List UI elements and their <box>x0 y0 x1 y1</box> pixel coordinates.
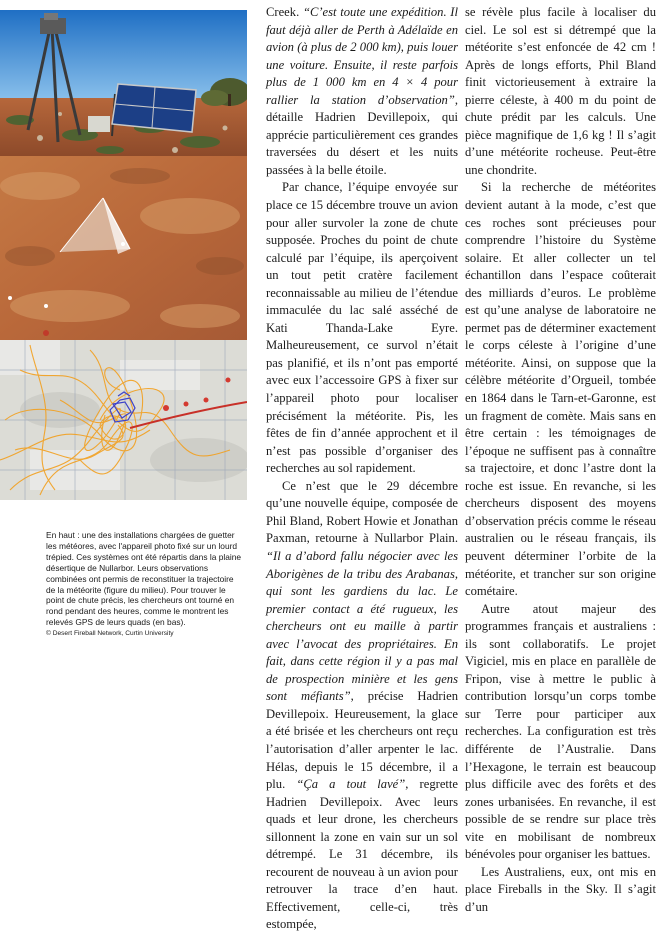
article-paragraph <box>465 179 656 600</box>
photo-caption <box>46 530 244 640</box>
article-column-middle <box>266 4 458 934</box>
article-paragraph <box>465 864 656 917</box>
paragraph-text: Creek. <box>266 5 303 19</box>
paragraph-text: Par chance, l’équipe envoyée sur place ce 15 décembre trouve un avion pour aller survoler la zone de chute supposée. Proches du point de chute calculé par l’équipe, ils aperçoivent un tout petit cratère facilement reconnaissable au milieu de l’étendue immaculée du lac salé asséché de Kati Thanda-Lake Eyre. Malheureusement, ce survol n’était pas planifié, et ils n’ont pas emporté avec eux l’accessoire GPS à fixer sur l’appareil photo pour localiser précisément la météorite. Pis, les fêtes de fin d’année approchent et il n’est pas possible d’organiser des recherches au sol rapidement. <box>266 180 458 476</box>
paragraph-text: , détaille Hadrien Devillepoix, qui apprécie particulièrement ces grandes traversées du désert et les nuits passées à la belle étoile. <box>266 92 458 177</box>
photo-stack <box>0 10 247 500</box>
paragraph-text: , précise Hadrien Devillepoix. Heureusement, la glace a été brisée et les chercheurs ont reçu l’autorisation d’aller arpenter le lac. Hélas, depuis le 15 décembre, il a plu. <box>266 689 458 792</box>
photo-credit: © Desert Fireball Network, Curtin University <box>46 630 174 638</box>
caption-text: En haut : une des installations chargées de guetter les météores, avec l'appareil photo fixé sur un lourd trépied. Ces systèmes ont été répartis dans la plaine désertique de Nullarbor. Leurs observations combinées ont permis de reconstituer la trajectoire de la météorite (figure du milieu). Pour trouver le point de chute précis, les chercheurs ont tourné en rond pendant des heures, comme le montrent les relevés GPS de leurs quads (en bas). <box>46 530 242 628</box>
article-paragraph <box>266 179 458 477</box>
quote-text: “Ça a tout lavé” <box>296 777 406 792</box>
paragraph-text: Autre atout majeur des programmes français et australiens : ils sont collaboratifs. Le projet Vigiciel, mis en place en parallèle de Fripon, vise à mettre le public à contribution lorsqu’un corps tombe sur Terre pour participer aux recherches. La configuration est très différente de l’Australie. Dans l’Hexagone, le terrain est beaucoup plus difficile avec des forêts et des zones urbanisées. En revanche, il est possible de se rendre sur place très vite en mobilisant de nombreux bénévoles pour organiser les battues. <box>465 601 656 862</box>
paragraph-text: Ce n’est que le 29 décembre qu’une nouvelle équipe, composée de Phil Bland, Robert Howie et Jonathan Paxman, retourne à Nullarbor Plain. <box>266 478 458 546</box>
trajectory-aerial-map <box>0 156 247 340</box>
paragraph-text: Les Australiens, eux, ont mis en place Fireballs in the Sky. Il s’agit d’un <box>465 864 656 914</box>
article-paragraph <box>266 478 458 934</box>
paragraph-text: Si la recherche de météorites devient autant à la mode, c’est que ces roches sont précieuses pour comprendre l’histoire du Système solaire. Et aller collecter un tel échantillon dans l’espace coûterait des milliards d’euros. Le problème est qu’une analyse de laboratoire ne permet pas de déterminer exactement le corps céleste à l’origine d’une météorite. Ainsi, on suppose que la célèbre météorite d’Orgueil, tombée en 1864 dans le Tarn-et-Garonne, est un fragment de comète. Mais sans en être certain : les témoignages de l’époque ne suffisent pas à connaître sa trajectoire, et donc l’astre dont la roche est issue. En revanche, si les chercheurs disposent des moyens d’observation précis comme le réseau australien ou le réseau français, ils peuvent déterminer l’orbite de la météorite, et trancher sur son origine cométaire. <box>465 180 656 599</box>
paragraph-text: , regrette Hadrien Devillepoix. Avec leurs quads et leur drone, les chercheurs sillonnent la zone en vain sur un sol détrempé. Le 31 décembre, ils recourent de nouveau à un avion pour retrouver la trace d’en haut. Effectivement, celle-ci, très estompée, <box>266 777 458 932</box>
gps-tracks-map <box>0 340 247 500</box>
article-paragraph <box>465 4 656 179</box>
paragraph-text: se révèle plus facile à localiser du ciel. Le sol est si détrempé que la météorite s’est enfoncée de 42 cm ! Après de longs efforts, Phil Bland finit victorieusement à extraire la pierre céleste, à 400 m du point de chute prédit par les calculs. Une pièce magnifique de 1,6 kg ! Il s’agit d’une météorite rocheuse. Peut-être une chondrite. <box>465 5 656 177</box>
observation-station-photo <box>0 10 247 156</box>
quote-text: “Il a d’abord fallu négocier avec les Aborigènes de la tribu des Arabanas, qui sont les gardiens du lac. Le premier contact a été rugueux, les chercheurs ont eu maille à partir avec l’avocat des propriétaires. En fait, dans cette région il y a pas mal de prospection minière et les gens sont méfiants” <box>266 548 458 704</box>
quote-text: “C’est toute une expédition. Il faut déjà aller de Perth à Adélaïde en avion (à plus de 2 000 km), puis louer une voiture. Ensuite, il reste parfois plus de 1 000 km en 4 × 4 pour rallier la station d’observation” <box>266 5 459 107</box>
article-paragraph <box>465 601 656 864</box>
article-column-right <box>465 4 656 916</box>
article-paragraph <box>266 4 458 179</box>
